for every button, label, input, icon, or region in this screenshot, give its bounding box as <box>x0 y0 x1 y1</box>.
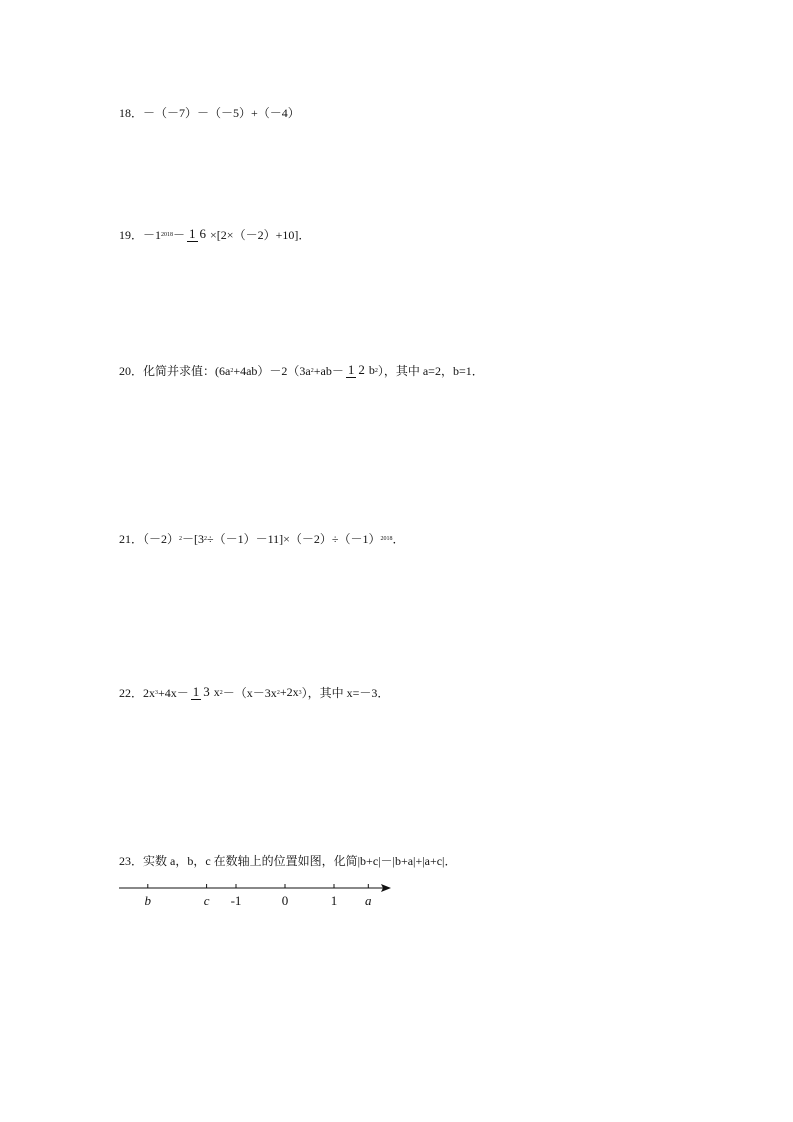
q22-fraction <box>191 685 212 700</box>
q22-prefix: 22．2x <box>119 686 156 700</box>
q22-mid4: +2x <box>279 685 299 699</box>
q20-numerator: 1 <box>347 362 355 377</box>
q22-numerator: 1 <box>192 684 200 699</box>
q20-fraction <box>346 363 367 378</box>
tick-label--1: -1 <box>230 893 242 908</box>
number-line-figure <box>119 878 399 918</box>
q21-suffix: ． <box>392 532 405 546</box>
tick-label-1: 1 <box>330 893 338 908</box>
question-18 <box>119 104 300 121</box>
q21-mid1: －[3 <box>182 532 205 546</box>
q20-mid1: +4ab）－2（3a <box>233 364 311 378</box>
q19-numerator: 1 <box>189 226 196 241</box>
question-19: 19．－1 2018 － 1 6 ×[2×（－2）+10]． <box>119 226 311 242</box>
tick-label-c: c <box>203 893 210 908</box>
q20-suffix: ），其中 a=2，b=1． <box>377 364 484 378</box>
q21-mid2: ÷（－1）－11]×（－2）÷（－1） <box>207 532 381 546</box>
q20-mid2: +ab－ <box>313 364 344 378</box>
question-23-text: 23．实数 a，b，c 在数轴上的位置如图，化简|b+c|－|b+a|+|a+c|． <box>119 854 457 868</box>
q20-denominator: 2 <box>358 362 365 377</box>
q19-denominator: 6 <box>199 226 207 241</box>
q19-fraction <box>187 227 208 242</box>
q22-mid1: +4x－ <box>158 686 189 700</box>
tick-label-a: a <box>365 893 372 908</box>
q22-x: x <box>213 685 220 699</box>
question-23 <box>119 852 456 869</box>
question-22: 22．2x 3 +4x－ 1 3 x 2 －（x－3x 2 +2x 3 ），其中 x=－3． <box>119 684 390 700</box>
question-18-text: 18．－（－7）－（－5）+（－4） <box>119 106 300 120</box>
tick-label-b: b <box>144 893 152 908</box>
q20-b: b <box>368 363 375 377</box>
tick-label-0: 0 <box>281 893 289 908</box>
q20-prefix: 20．化简并求值：(6a <box>119 364 231 378</box>
q19-minus: － <box>173 228 186 242</box>
q19-prefix: 19．－1 <box>119 228 162 242</box>
q21-prefix: 21．（－2） <box>119 532 180 546</box>
question-21: 21．（－2） 2 －[3 2 ÷（－1）－11]×（－2）÷（－1） 2018 ． <box>119 532 405 546</box>
q19-suffix: ×[2×（－2）+10]． <box>210 228 311 242</box>
q22-mid3: －（x－3x <box>222 686 277 700</box>
question-20: 20．化简并求值：(6a 2 +4ab）－2（3a 2 +ab－ 1 2 b 2 ），其中 a=2，b=1． <box>119 362 484 378</box>
q22-denominator: 3 <box>203 684 210 699</box>
q22-suffix: ），其中 x=－3． <box>301 686 390 700</box>
